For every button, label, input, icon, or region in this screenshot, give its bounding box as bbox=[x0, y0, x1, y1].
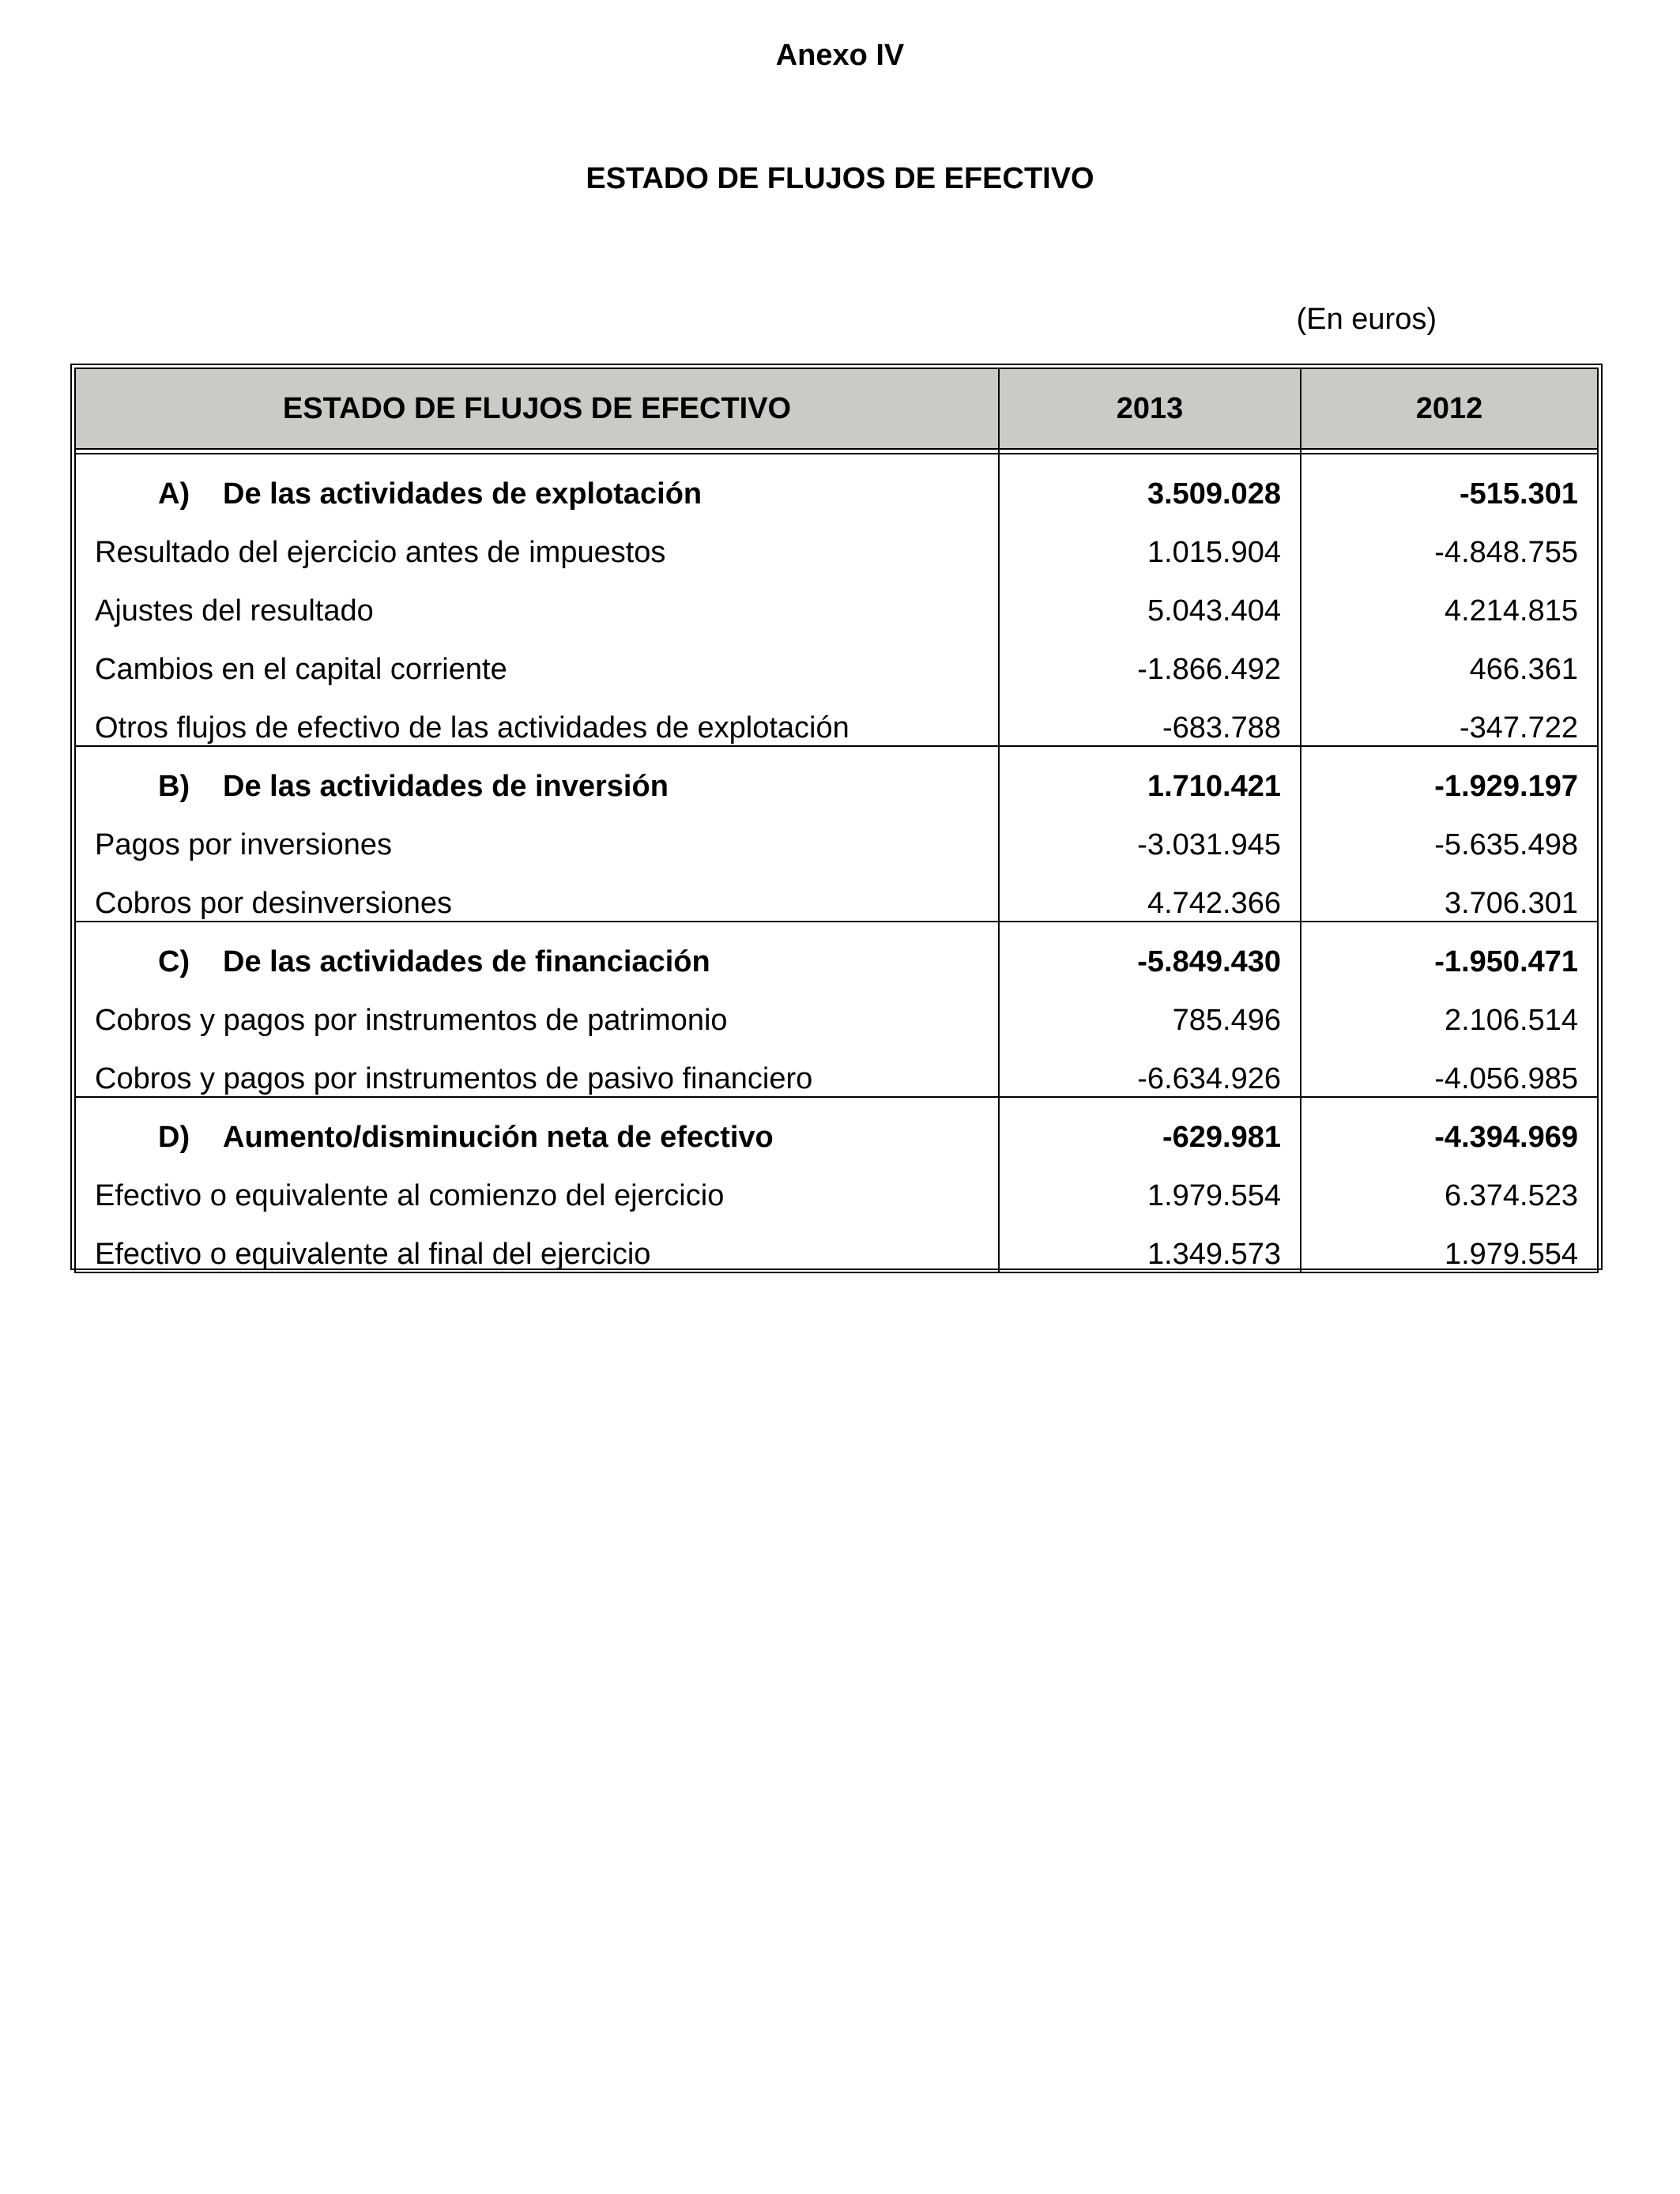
row-value-2012: 2.106.514 bbox=[1444, 1004, 1578, 1037]
row-value-2013: 1.979.554 bbox=[999, 1155, 1301, 1213]
row-value-2013: 785.496 bbox=[999, 979, 1301, 1038]
row-label: Cobros y pagos por instrumentos de patrimonio bbox=[75, 979, 999, 1038]
row-label: Cambios en el capital corriente bbox=[75, 628, 999, 687]
cash-flow-table-frame bbox=[70, 364, 1603, 1270]
table-row bbox=[75, 804, 1598, 862]
row-label: Cobros y pagos por instrumentos de pasivo financiero bbox=[75, 1038, 999, 1097]
row-label: Ajustes del resultado bbox=[75, 570, 999, 628]
table-row bbox=[75, 1038, 1598, 1097]
section-label bbox=[75, 746, 999, 804]
table-row bbox=[75, 570, 1598, 628]
section-row-c bbox=[75, 922, 1598, 979]
row-value-2013: -1.866.492 bbox=[999, 628, 1301, 687]
row-value-2012: 3.706.301 bbox=[1301, 862, 1598, 922]
row-value-2013: -3.031.945 bbox=[999, 804, 1301, 862]
section-value-2013: -5.849.430 bbox=[999, 922, 1301, 979]
table-row bbox=[75, 511, 1598, 570]
row-label: Otros flujos de efectivo de las actividades de explotación bbox=[75, 687, 999, 746]
row-value-2013: 4.742.366 bbox=[999, 862, 1301, 922]
section-title: De las actividades de financiación bbox=[223, 945, 710, 978]
section-label bbox=[75, 922, 999, 979]
section-value-2012: -4.394.969 bbox=[1434, 1121, 1578, 1154]
table-row bbox=[75, 687, 1598, 746]
row-value-2012: -4.848.755 bbox=[1434, 536, 1578, 569]
section-label bbox=[75, 1097, 999, 1155]
row-value-2012: -347.722 bbox=[1301, 687, 1598, 746]
row-value-2012: 466.361 bbox=[1469, 653, 1578, 686]
header-concept: ESTADO DE FLUJOS DE EFECTIVO bbox=[75, 368, 999, 449]
section-letter: A) bbox=[158, 477, 190, 511]
section-value-2013: 1.710.421 bbox=[999, 746, 1301, 804]
section-value-2012: -1.950.471 bbox=[1434, 945, 1578, 978]
section-letter: D) bbox=[158, 1121, 190, 1154]
row-value-2013: -683.788 bbox=[999, 687, 1301, 746]
section-row-a bbox=[75, 454, 1598, 511]
section-value-2012: -515.301 bbox=[1459, 477, 1578, 511]
row-value-2013: 1.015.904 bbox=[999, 511, 1301, 570]
row-label: Cobros por desinversiones bbox=[75, 862, 999, 922]
row-value-2012: -4.056.985 bbox=[1301, 1038, 1598, 1097]
table-row bbox=[75, 862, 1598, 922]
row-value-2012: 6.374.523 bbox=[1444, 1179, 1578, 1212]
row-value-2012: 1.979.554 bbox=[1444, 1238, 1578, 1271]
section-label bbox=[75, 454, 999, 511]
row-label: Resultado del ejercicio antes de impuestos bbox=[75, 511, 999, 570]
table-header-row bbox=[75, 368, 1598, 449]
section-title: De las actividades de inversión bbox=[223, 770, 669, 803]
row-value-2012: -5.635.498 bbox=[1434, 828, 1578, 861]
section-value-2013: 3.509.028 bbox=[999, 454, 1301, 511]
table-row bbox=[75, 628, 1598, 687]
row-value-2013: 5.043.404 bbox=[999, 570, 1301, 628]
row-label: Pagos por inversiones bbox=[75, 804, 999, 862]
row-label: Efectivo o equivalente al comienzo del ejercicio bbox=[75, 1155, 999, 1213]
units-note: (En euros) bbox=[1296, 303, 1437, 336]
section-title: De las actividades de explotación bbox=[223, 477, 703, 511]
header-year-2013: 2013 bbox=[999, 368, 1301, 449]
section-row-d bbox=[75, 1097, 1598, 1155]
document-title: ESTADO DE FLUJOS DE EFECTIVO bbox=[586, 162, 1094, 195]
row-value-2013: 1.349.573 bbox=[999, 1213, 1301, 1272]
table-row bbox=[75, 979, 1598, 1038]
section-value-2012: -1.929.197 bbox=[1434, 770, 1578, 803]
section-row-b bbox=[75, 746, 1598, 804]
row-value-2013: -6.634.926 bbox=[999, 1038, 1301, 1097]
section-letter: C) bbox=[158, 945, 190, 978]
table-row bbox=[75, 1155, 1598, 1213]
row-value-2012: 4.214.815 bbox=[1444, 594, 1578, 628]
annex-title: Anexo IV bbox=[775, 39, 905, 72]
table-row bbox=[75, 1213, 1598, 1272]
section-title: Aumento/disminución neta de efectivo bbox=[223, 1121, 774, 1154]
header-year-2012: 2012 bbox=[1301, 368, 1598, 449]
row-label: Efectivo o equivalente al final del ejercicio bbox=[75, 1213, 999, 1272]
section-letter: B) bbox=[158, 770, 190, 803]
section-value-2013: -629.981 bbox=[999, 1097, 1301, 1155]
cash-flow-table bbox=[74, 368, 1599, 1273]
